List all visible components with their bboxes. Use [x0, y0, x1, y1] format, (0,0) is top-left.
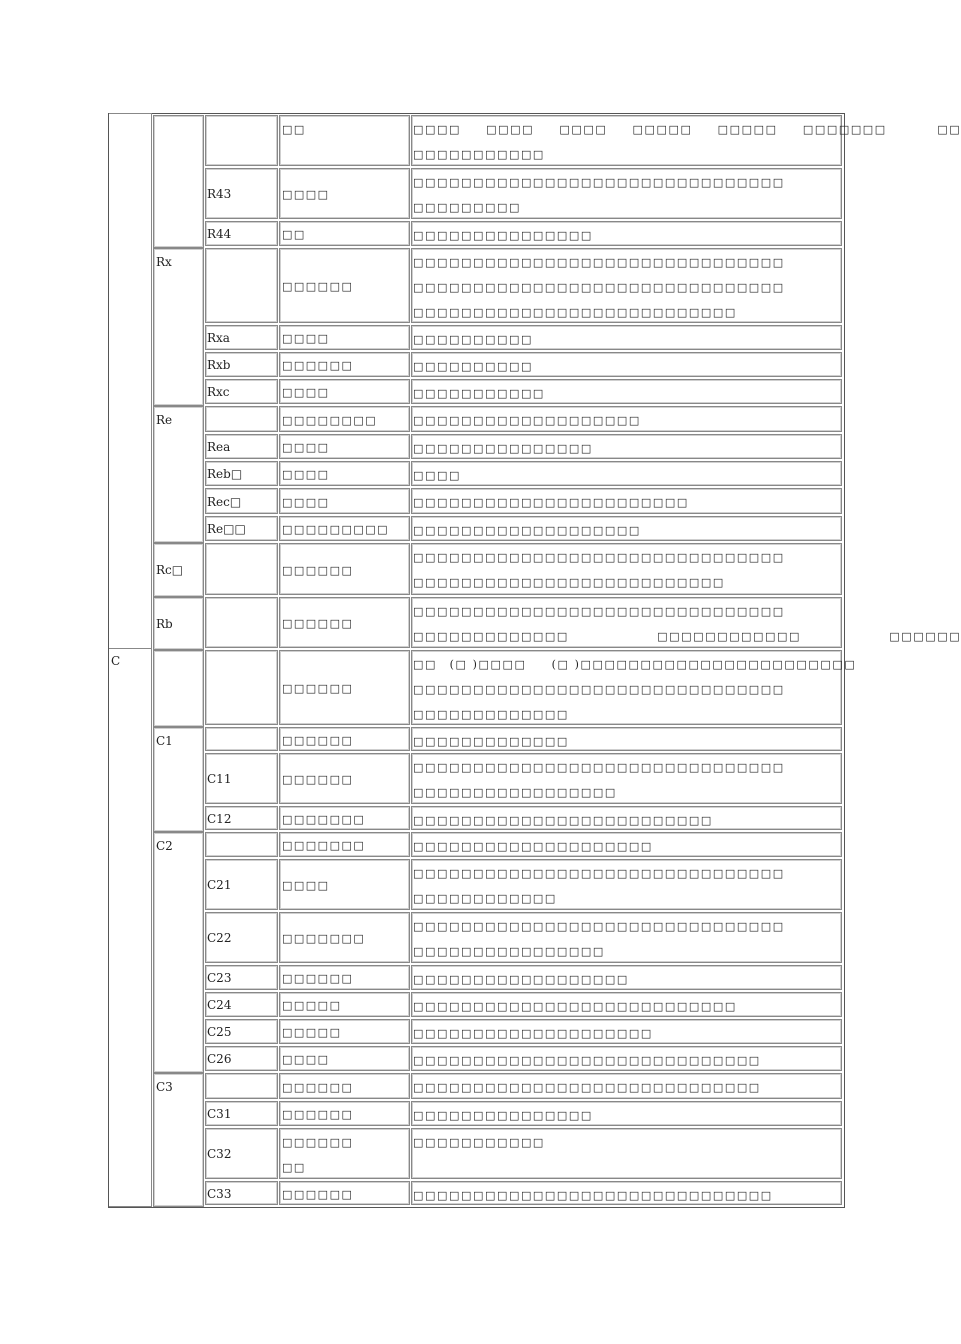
level3-cell	[205, 1181, 278, 1205]
level3-cell	[205, 965, 278, 990]
description-line: □□□□□□□□□□□□□□□□□□□□□□□	[413, 496, 689, 509]
category-name: □□□□	[282, 332, 330, 345]
name-cell	[279, 806, 410, 830]
category-name: □□□□□□□□	[282, 413, 378, 427]
description-cell	[411, 434, 842, 459]
description-line: □□□□□□□□□□□□□□□□□□	[413, 973, 629, 986]
level3-code: Rea	[207, 440, 231, 454]
name-cell	[279, 1073, 410, 1099]
description-line: □□□□□□□□□□□□□□□□□□□□□□□□□□□□□	[413, 1054, 761, 1067]
level2-cell	[153, 543, 204, 597]
description-line: □□□□□□□□□□□□□	[413, 735, 569, 748]
level3-cell	[205, 992, 278, 1017]
category-name: □□□□	[282, 386, 330, 399]
description-line: □□□□□□□□□□□	[413, 148, 545, 161]
level3-code: Rec□	[207, 494, 242, 509]
level2-code: C2	[156, 839, 173, 853]
description-cell	[411, 325, 842, 350]
description-line: □□□□□□□□□□□□□□□□□□□	[413, 414, 641, 427]
level2-code: C1	[156, 734, 173, 748]
level3-code: R43	[207, 187, 232, 201]
level3-cell	[205, 461, 278, 486]
description-line: □□□□□□□□□□□	[413, 387, 545, 400]
level3-cell	[205, 379, 278, 404]
name-cell	[279, 1046, 410, 1071]
level3-cell	[205, 597, 278, 648]
name-cell	[279, 516, 410, 541]
level3-cell	[205, 434, 278, 459]
description-line: □□□□□□□□□□□□□□□	[413, 1109, 593, 1122]
level3-cell	[205, 352, 278, 377]
description-line: □□□□□□□□□□□□□□□□□□□□□□□□□□□□□□□	[413, 761, 785, 774]
description-line: □□□□□□□□□□□□□□□□□□□□□□□□□□□	[413, 306, 737, 319]
description-line: □□□□□□□□□□	[413, 360, 533, 373]
name-cell	[279, 992, 410, 1017]
category-name: □□□□□□	[282, 1188, 354, 1201]
description-line: □□□□□□□□□□□□□□□□□□□	[413, 524, 641, 537]
description-cell	[411, 379, 842, 404]
level3-code: C22	[207, 931, 232, 945]
description-line: □□□□□□□□□□□□□ □□□□□□□□□□□□ □□□□□□	[413, 630, 961, 643]
level3-cell	[205, 832, 278, 857]
category-name: □□□□□□	[282, 617, 354, 630]
category-name: □□□□	[282, 879, 330, 892]
level3-cell	[205, 859, 278, 910]
name-cell	[279, 1019, 410, 1044]
description-cell	[411, 597, 961, 648]
description-cell	[411, 1019, 842, 1044]
level3-cell	[205, 912, 278, 963]
level3-code: Rxb	[207, 358, 231, 372]
level3-code: C32	[207, 1147, 232, 1161]
level3-cell	[205, 248, 278, 323]
name-cell	[279, 406, 410, 432]
level3-cell	[205, 168, 278, 219]
level2-code: Re	[156, 413, 173, 427]
level1-cell	[109, 113, 152, 650]
name-cell	[279, 461, 410, 486]
category-name: □□□□	[282, 1053, 330, 1066]
description-line: □□□□□□□□□□□□□□□□□□□□	[413, 1027, 653, 1040]
category-name: □□□□□□	[282, 1080, 354, 1094]
description-cell	[411, 650, 857, 725]
description-cell	[411, 1046, 842, 1071]
category-name: □□□□□□□	[282, 932, 366, 945]
description-cell	[411, 461, 842, 486]
description-cell	[411, 965, 842, 990]
level3-cell	[205, 1073, 278, 1099]
level3-code: C21	[207, 878, 232, 892]
description-line: □□□□□□□□□□□□□□□	[413, 442, 593, 455]
description-cell	[411, 806, 842, 830]
name-cell	[279, 352, 410, 377]
level3-cell	[205, 753, 278, 804]
name-cell	[279, 325, 410, 350]
level3-cell	[205, 1046, 278, 1071]
category-name: □□□□□□	[282, 563, 354, 577]
level3-code: R44	[207, 227, 232, 241]
description-cell	[411, 115, 961, 166]
description-cell	[411, 1128, 842, 1179]
description-line: □□□□□□□□□□□□□□□□□□□□□□□□□□□□□□□	[413, 551, 785, 564]
name-cell	[279, 859, 410, 910]
description-cell	[411, 832, 842, 857]
level3-cell	[205, 1128, 278, 1179]
level1-code: C	[111, 654, 121, 668]
description-cell	[411, 1101, 842, 1126]
category-name: □□□□□□ □□	[282, 1135, 354, 1174]
level3-cell	[205, 406, 278, 432]
description-line: □□□□□□□□□□□□□□□□□□□□□□□□□□□□□□□	[413, 867, 785, 880]
name-cell	[279, 168, 410, 219]
description-line: □□□□□□□□□□□□□□□□□□□□□□□□□□□□□	[413, 1081, 761, 1094]
description-line: □□□□□□□□□□□□□□□□□□□□□□□□□	[413, 814, 713, 827]
category-name: □□□□□	[282, 1026, 342, 1039]
description-line: □□□□ □□□□ □□□□ □□□□□ □□□□□ □□□□□□□ □□	[413, 123, 961, 136]
description-line: □□□□□□□□□□□□□□□	[413, 229, 593, 242]
level3-code: Rxa	[207, 331, 230, 345]
name-cell	[279, 488, 410, 514]
level2-cell	[153, 406, 204, 543]
name-cell	[279, 753, 410, 804]
level3-cell	[205, 488, 278, 514]
level2-cell	[153, 597, 204, 650]
description-cell	[411, 488, 842, 514]
description-line: □□□□□□□□□	[413, 201, 521, 214]
name-cell	[279, 1181, 410, 1205]
description-cell	[411, 168, 842, 219]
level3-code: Re□□	[207, 522, 246, 536]
level2-cell	[153, 727, 204, 832]
description-line: □□□□□□□□□□□□□□□□□□□□□□□□□□□□□□□	[413, 683, 785, 696]
name-cell	[279, 379, 410, 404]
category-name: □□□□	[282, 441, 330, 454]
description-cell	[411, 992, 842, 1017]
description-line: □□ (□ )□□□□ (□ )□□□□□□□□□□□□□□□□□□□□□□□	[413, 658, 857, 671]
name-cell	[279, 1101, 410, 1126]
category-name: □□□□□□	[282, 682, 354, 695]
level3-cell	[205, 516, 278, 541]
name-cell	[279, 965, 410, 990]
level2-code: Rb	[156, 616, 173, 631]
description-line: □□□□	[413, 469, 461, 482]
description-line: □□□□□□□□□□□□□□□□□	[413, 786, 617, 799]
level2-cell	[153, 832, 204, 1073]
name-cell	[279, 597, 410, 648]
category-name: □□□□□□	[282, 1108, 354, 1121]
level2-code: Rx	[156, 255, 172, 269]
level2-code: C3	[156, 1080, 173, 1094]
description-cell	[411, 1073, 842, 1099]
description-line: □□□□□□□□□□□□□□□□□□□□	[413, 840, 653, 853]
level3-cell	[205, 1101, 278, 1126]
level2-cell	[153, 248, 204, 406]
level3-code: C12	[207, 812, 232, 826]
description-cell	[411, 912, 842, 963]
level3-cell	[205, 806, 278, 830]
description-cell	[411, 727, 842, 751]
description-cell	[411, 516, 842, 541]
level3-code: C24	[207, 998, 232, 1012]
category-name: □□□□□□	[282, 734, 354, 747]
name-cell	[279, 434, 410, 459]
description-cell	[411, 221, 842, 246]
level3-cell	[205, 727, 278, 751]
description-line: □□□□□□□□□□	[413, 333, 533, 346]
description-line: □□□□□□□□□□□□□□□□□□□□□□□□□□□□□□□	[413, 920, 785, 933]
description-line: □□□□□□□□□□□□□□□□□□□□□□□□□□□□□□□	[413, 256, 785, 269]
name-cell	[279, 1128, 410, 1179]
description-cell	[411, 753, 842, 804]
name-cell	[279, 115, 410, 166]
description-cell	[411, 1181, 842, 1205]
category-name: □□□□□□□	[282, 839, 366, 852]
description-cell	[411, 543, 842, 595]
level3-cell	[205, 650, 278, 725]
description-line: □□□□□□□□□□□□□□□□	[413, 945, 605, 958]
level3-cell	[205, 543, 278, 595]
level3-cell	[205, 221, 278, 246]
level3-code: C26	[207, 1052, 232, 1066]
level3-code: Reb□	[207, 467, 243, 481]
name-cell	[279, 221, 410, 246]
description-line: □□□□□□□□□□□	[413, 1136, 545, 1149]
name-cell	[279, 543, 410, 595]
category-name: □□□□□□	[282, 359, 354, 372]
category-name: □□□□□	[282, 999, 342, 1012]
name-cell	[279, 912, 410, 963]
name-cell	[279, 727, 410, 751]
name-cell	[279, 832, 410, 857]
category-name: □□□□□□□	[282, 813, 366, 826]
category-name: □□	[282, 228, 306, 241]
level3-code: C11	[207, 772, 232, 786]
name-cell	[279, 650, 410, 725]
description-cell	[411, 352, 842, 377]
category-name: □□□□□□	[282, 280, 354, 293]
description-line: □□□□□□□□□□□□	[413, 892, 557, 905]
category-name: □□□□	[282, 495, 330, 509]
description-line: □□□□□□□□□□□□□□□□□□□□□□□□□□□	[413, 1000, 737, 1013]
description-cell	[411, 859, 842, 910]
category-name: □□□□	[282, 188, 330, 201]
level3-code: C33	[207, 1187, 232, 1201]
level3-code: Rxc	[207, 385, 230, 399]
category-name: □□□□□□□□□	[282, 523, 390, 536]
description-line: □□□□□□□□□□□□□	[413, 708, 569, 721]
category-name: □□□□□□	[282, 773, 354, 786]
description-cell	[411, 406, 842, 432]
category-name: □□	[282, 123, 306, 136]
level3-code: C25	[207, 1025, 232, 1039]
level2-cell	[153, 1073, 204, 1207]
description-line: □□□□□□□□□□□□□□□□□□□□□□□□□□	[413, 576, 725, 589]
level1-cell	[109, 648, 152, 1207]
description-line: □□□□□□□□□□□□□□□□□□□□□□□□□□□□□□□	[413, 605, 785, 618]
level3-cell	[205, 115, 278, 166]
level2-cell	[153, 650, 204, 727]
level3-cell	[205, 1019, 278, 1044]
level2-cell	[153, 115, 204, 248]
description-line: □□□□□□□□□□□□□□□□□□□□□□□□□□□□□□□	[413, 176, 785, 189]
name-cell	[279, 248, 410, 323]
description-line: □□□□□□□□□□□□□□□□□□□□□□□□□□□□□□	[413, 1189, 773, 1202]
level3-code: C31	[207, 1107, 232, 1121]
level3-code: C23	[207, 971, 232, 985]
category-name: □□□□	[282, 468, 330, 481]
level3-cell	[205, 325, 278, 350]
description-line: □□□□□□□□□□□□□□□□□□□□□□□□□□□□□□□	[413, 281, 785, 294]
level2-code: Rc□	[156, 563, 184, 577]
description-cell	[411, 248, 842, 323]
category-name: □□□□□□	[282, 972, 354, 985]
